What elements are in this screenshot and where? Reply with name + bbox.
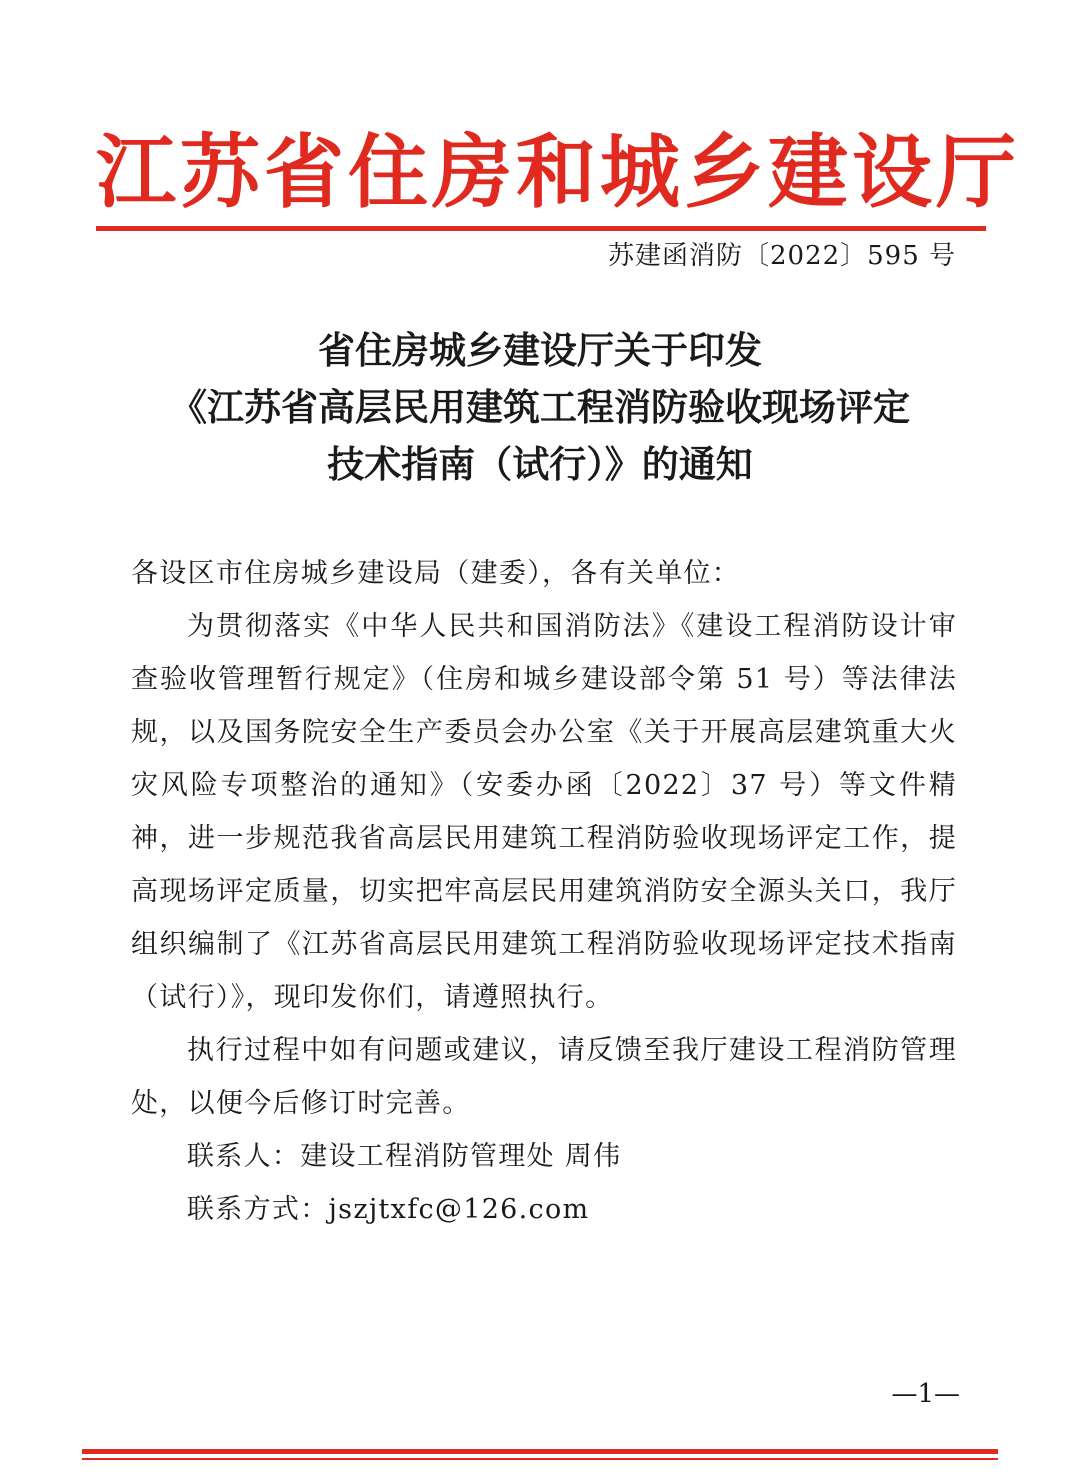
salutation: 各设区市住房城乡建设局（建委），各有关单位：	[131, 558, 741, 589]
paragraph-main: 为贯彻落实《中华人民共和国消防法》《建设工程消防设计审查验收管理暂行规定》（住房和城乡建设部令第 51 号）等法律法规，以及国务院安全生产委员会办公室《关于开展高层建筑重大火灾风险专项整治的通知》（安委办函〔2022〕37 号）等文件精神，进一步规范我省高层民用建筑工程消防验收现场评定工作，提高现场评定质量，切实把牢高层民用建筑消防安全源头关口，我厅组织编制了《江苏省高层民用建筑工程消防验收现场评定技术指南（试行）》，现印发你们，请遵照执行。	[131, 611, 957, 1013]
title-line-3: 技术指南（试行）》的通知	[327, 442, 753, 486]
title-line-2: 《江苏省高层民用建筑工程消防验收现场评定	[170, 385, 910, 429]
header-divider	[96, 226, 986, 231]
contact-person: 联系人：建设工程消防管理处 周伟	[187, 1141, 622, 1172]
document-title	[90, 322, 990, 493]
footer-divider-thin	[82, 1458, 998, 1460]
footer-divider-thick	[82, 1449, 998, 1454]
document-number: 苏建函消防〔2022〕595 号	[607, 241, 956, 271]
paragraph-feedback: 执行过程中如有问题或建议，请反馈至我厅建设工程消防管理处，以便今后修订时完善。	[131, 1035, 957, 1119]
title-line-1: 省住房城乡建设厅关于印发	[318, 328, 762, 372]
agency-header: 江苏省住房和城乡建设厅	[96, 126, 1020, 219]
document-body	[131, 547, 957, 1236]
contact-method: 联系方式：jszjtxfc@126.com	[187, 1194, 590, 1225]
page-number: —1—	[891, 1379, 960, 1409]
